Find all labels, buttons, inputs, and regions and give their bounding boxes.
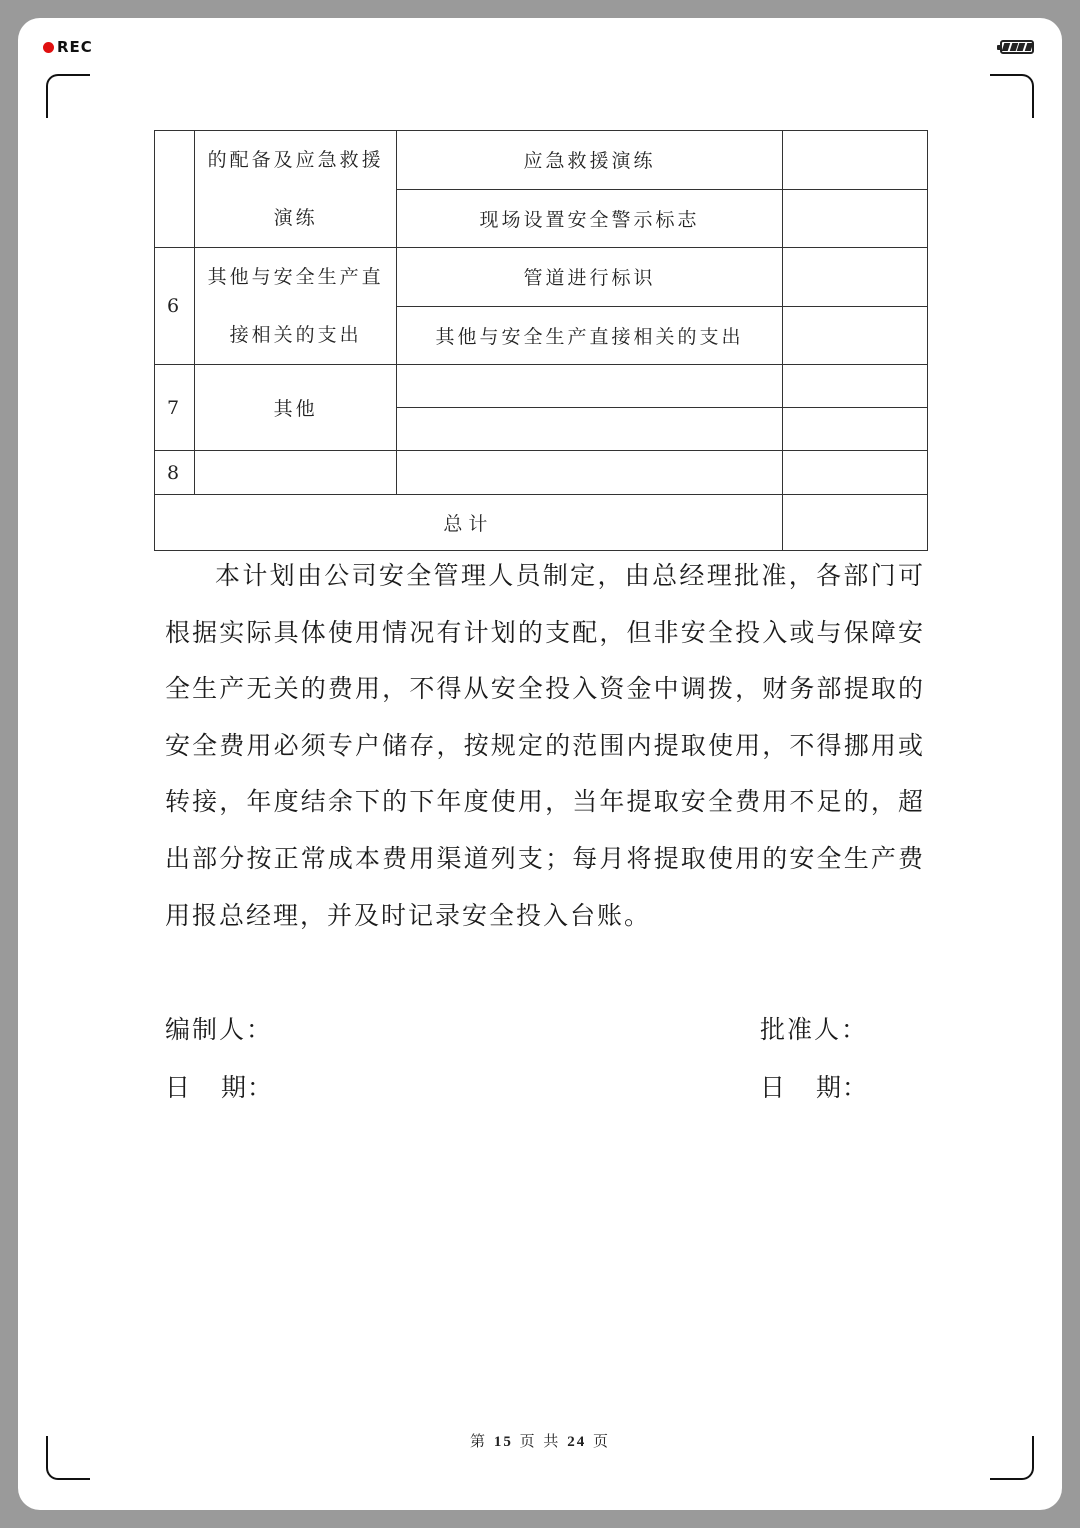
category-line: 其他与安全生产直 [207,266,384,288]
compiler-label: 编制人： [165,1015,274,1044]
item-cell: 现场设置安全警示标志 [397,189,782,248]
total-label: 总计 [155,495,783,551]
category-cell [195,451,397,495]
viewfinder-corner-top-right [990,74,1034,118]
category-cell [195,248,397,365]
approve-date-label: 日 期： [760,1073,869,1102]
table-row [155,248,928,307]
battery-icon [1000,40,1034,54]
amount-cell [782,451,927,495]
total-row [155,495,928,551]
item-cell [397,408,782,451]
item-cell: 管道进行标识 [397,248,782,307]
table-row [155,365,928,408]
record-dot-icon [43,42,54,53]
row-number-cell: 8 [155,451,195,495]
compile-date-label: 日 期： [165,1073,274,1102]
item-cell: 其他与安全生产直接相关的支出 [397,306,782,365]
safety-budget-table [154,130,928,551]
amount-cell [782,408,927,451]
total-page-count: 24 [567,1434,587,1450]
row-number-cell [155,131,195,248]
approver-label: 批准人： [760,1015,869,1044]
row-number-cell: 7 [155,365,195,451]
category-line: 的配备及应急救援 [207,149,384,171]
amount-cell [782,131,927,190]
total-amount-cell [782,495,927,551]
document-page [18,18,1062,1510]
row-number-cell: 6 [155,248,195,365]
table-row [155,131,928,190]
amount-cell [782,365,927,408]
category-line: 演练 [273,207,318,229]
current-page-number: 15 [493,1434,513,1450]
page-footer: 第 15 页 共 24 页 [470,1432,610,1450]
viewfinder-corner-top-left [46,74,90,118]
plan-paragraph: 本计划由公司安全管理人员制定，由总经理批准，各部门可根据实际具体使用情况有计划的支配，但非安全投入或与保障安全生产无关的费用，不得从安全投入资金中调拨，财务部提取的安全费用必须专户储存，按规定的范围内提取使用，不得挪用或转接，年度结余下的下年度使用，当年提取安全费用不足的，超出部分按正常成本费用渠道列支；每月将提取使用的安全生产费用报总经理，并及时记录安全投入台账。 [165,561,925,930]
item-cell [397,365,782,408]
rec-label: REC [57,38,93,56]
amount-cell [782,248,927,307]
category-cell: 其他 [195,365,397,451]
category-line: 接相关的支出 [229,324,362,346]
item-cell [397,451,782,495]
amount-cell [782,189,927,248]
rec-indicator [43,38,93,56]
category-cell [195,131,397,248]
amount-cell [782,306,927,365]
item-cell: 应急救援演练 [397,131,782,190]
table-row [155,451,928,495]
